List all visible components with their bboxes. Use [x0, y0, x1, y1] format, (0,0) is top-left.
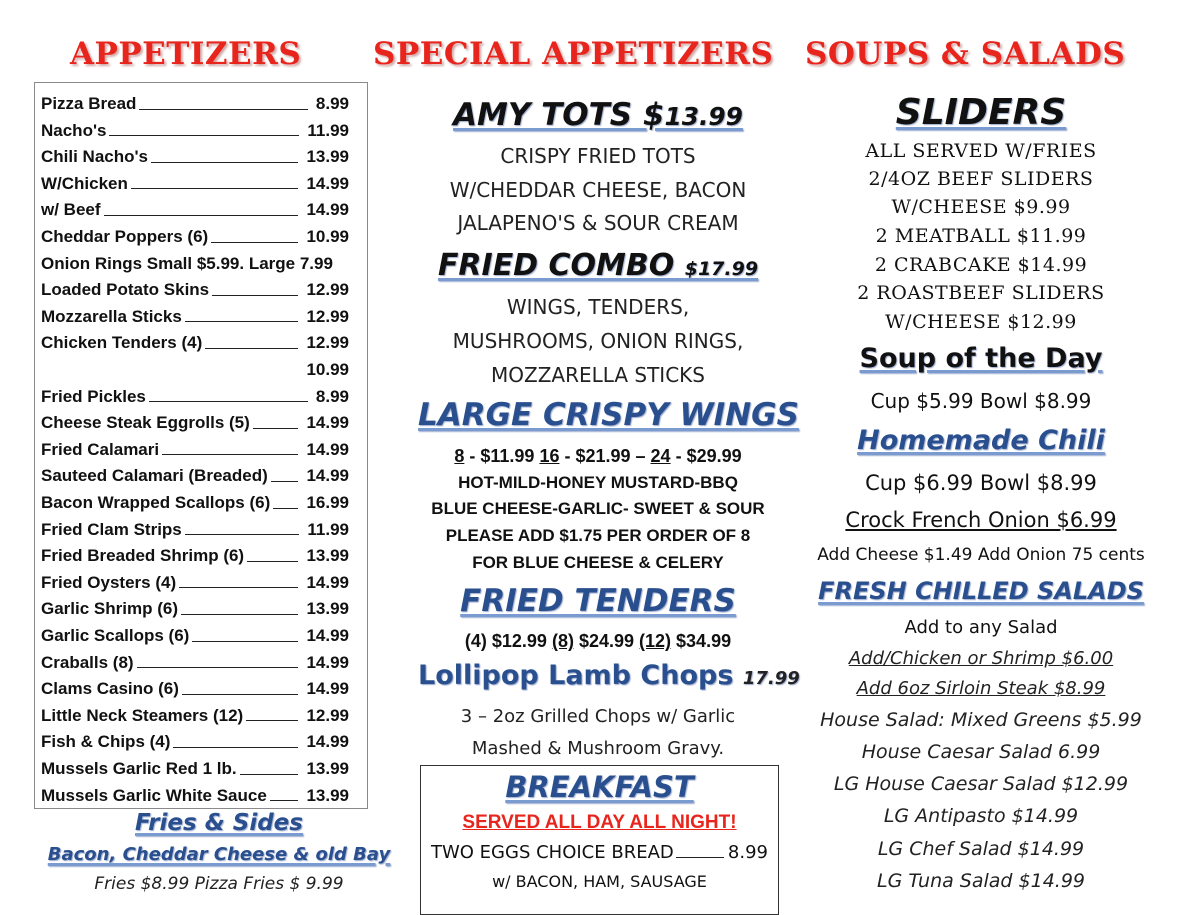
appetizer-row — [41, 570, 349, 596]
chili-prices: Cup $6.99 Bowl $8.99 — [865, 471, 1097, 495]
appetizer-row — [41, 118, 349, 144]
appetizer-row — [41, 410, 349, 436]
appetizer-name: Chili Nacho's — [41, 147, 149, 167]
appetizer-price: 16.99 — [306, 493, 349, 512]
appetizer-row — [41, 650, 349, 676]
leader-line — [212, 295, 298, 296]
leader-line — [182, 694, 299, 695]
appetizer-price: 14.99 — [306, 413, 349, 433]
soup-of-day-title: Soup of the Day — [859, 343, 1103, 374]
appetizer-row — [41, 330, 349, 356]
appetizer-row — [41, 384, 349, 410]
salad-item: House Salad: Mixed Greens $5.99 — [820, 709, 1142, 731]
appetizer-row — [41, 490, 349, 516]
fries-sides-subtitle: Bacon, Cheddar Cheese & old Bay — [47, 844, 391, 865]
sliders-line-7: W/CHEESE $12.99 — [885, 311, 1077, 333]
leader-line — [270, 800, 299, 801]
fried-combo-title: FRIED COMBO $17.99 — [437, 248, 759, 283]
leader-line — [181, 614, 298, 615]
appetizer-name: Mussels Garlic Red 1 lb. — [41, 759, 237, 778]
appetizer-price: 14.99 — [306, 652, 349, 672]
leader-line — [192, 641, 298, 642]
add-any-salad: Add to any Salad — [904, 617, 1058, 638]
tenders-title: FRIED TENDERS — [460, 583, 736, 619]
breakfast-box — [420, 765, 779, 915]
appetizer-name: Fried Clam Strips — [41, 519, 182, 539]
amy-tots-title: AMY TOTS $13.99 — [453, 97, 743, 133]
appetizer-name: Cheese Steak Eggrolls (5) — [41, 413, 250, 433]
appetizer-name: Chicken Tenders (4) — [41, 333, 203, 353]
appetizer-name: Fried Oysters (4) — [41, 572, 177, 592]
leader-line — [246, 720, 298, 721]
soups-salads-header: SOUPS & SALADS — [805, 36, 1126, 72]
appetizer-price: 13.99 — [306, 147, 349, 167]
appetizer-row — [41, 304, 349, 330]
appetizer-row — [41, 703, 349, 729]
appetizer-name: Mussels Garlic White Sauce — [41, 785, 267, 805]
combo-line-2: MUSHROOMS, ONION RINGS, — [452, 329, 744, 353]
salads-title: FRESH CHILLED SALADS — [818, 577, 1144, 605]
appetizer-price: 14.99 — [306, 732, 349, 752]
leader-line — [151, 162, 298, 163]
leader-line — [173, 747, 298, 748]
add-cheese-onion: Add Cheese $1.49 Add Onion 75 cents — [817, 545, 1145, 565]
amy-tots-line-2: W/CHEDDAR CHEESE, BACON — [449, 178, 747, 202]
appetizer-price: 11.99 — [307, 120, 349, 140]
sliders-line-3: W/CHEESE $9.99 — [891, 196, 1071, 218]
breakfast-item-2: w/ BACON, HAM, SAUSAGE — [492, 872, 707, 891]
appetizer-price: 12.99 — [306, 333, 349, 353]
appetizer-name: Garlic Scallops (6) — [41, 626, 190, 645]
appetizer-price: 13.99 — [306, 785, 349, 805]
wings-line-4: FOR BLUE CHEESE & CELERY — [472, 553, 724, 572]
appetizer-price: 12.99 — [306, 306, 349, 326]
leader-line — [253, 428, 299, 429]
appetizers-list — [34, 82, 368, 809]
appetizer-name: Fish & Chips (4) — [41, 732, 171, 752]
appetizer-name: Cheddar Poppers (6) — [41, 227, 209, 246]
appetizer-price: 12.99 — [306, 705, 349, 725]
appetizer-price: 11.99 — [307, 519, 349, 539]
leader-line — [185, 534, 300, 535]
appetizer-price: 14.99 — [306, 466, 349, 486]
sliders-line-5: 2 CRABCAKE $14.99 — [874, 254, 1088, 276]
fries-price-line: Fries $8.99 Pizza Fries $ 9.99 — [94, 874, 344, 894]
appetizer-name: Craballs (8) — [41, 652, 134, 672]
wings-line-2: BLUE CHEESE-GARLIC- SWEET & SOUR — [431, 499, 765, 518]
appetizer-name: Loaded Potato Skins — [41, 280, 210, 300]
appetizer-name: Fried Pickles — [41, 386, 146, 406]
leader-line — [149, 401, 308, 402]
appetizer-price: 14.99 — [306, 626, 349, 645]
appetizer-price: 8.99 — [315, 386, 349, 406]
add-chicken-shrimp: Add/Chicken or Shrimp $6.00 — [848, 648, 1114, 669]
appetizer-row — [41, 596, 349, 622]
salad-item: LG Tuna Salad $14.99 — [876, 870, 1086, 892]
appetizer-row — [41, 783, 349, 809]
combo-line-3: MOZZARELLA STICKS — [491, 363, 705, 387]
appetizer-price: 14.99 — [306, 679, 349, 699]
appetizer-name: Fried Breaded Shrimp (6) — [41, 546, 245, 566]
leader-line — [271, 481, 299, 482]
appetizer-name: Garlic Shrimp (6) — [41, 599, 178, 619]
sliders-line-6: 2 ROASTBEEF SLIDERS — [857, 282, 1105, 304]
appetizer-price: 13.99 — [306, 599, 349, 619]
leader-line — [137, 667, 299, 668]
sliders-title: SLIDERS — [895, 92, 1067, 133]
fries-sides-title: Fries & Sides — [135, 810, 303, 836]
appetizer-price: 13.99 — [306, 759, 349, 778]
soups-salads-column — [800, 0, 1162, 900]
leader-line — [205, 348, 298, 349]
appetizer-price: 8.99 — [315, 94, 349, 113]
breakfast-item-1: TWO EGGS CHOICE BREAD 8.99 — [431, 842, 768, 863]
wings-line-1: HOT-MILD-HONEY MUSTARD-BBQ — [458, 473, 738, 492]
appetizer-price: 14.99 — [306, 439, 349, 459]
chili-title: Homemade Chili — [857, 425, 1105, 456]
appetizer-price: 14.99 — [306, 200, 349, 220]
salad-item: LG Chef Salad $14.99 — [877, 838, 1085, 860]
leader-line — [162, 454, 298, 455]
lamb-chops-title: Lollipop Lamb Chops 17.99 — [418, 660, 800, 691]
soup-prices: Cup $5.99 Bowl $8.99 — [870, 389, 1092, 413]
leader-line — [185, 321, 299, 322]
appetizer-name: Nacho's — [41, 120, 107, 140]
leader-line — [247, 561, 298, 562]
appetizer-name: Little Neck Steamers (12) — [41, 705, 244, 725]
tenders-prices: (4) $12.99 (8) $24.99 (12) $34.99 — [464, 631, 732, 651]
wings-line-3: PLEASE ADD $1.75 PER ORDER OF 8 — [445, 526, 751, 545]
appetizers-header: APPETIZERS — [70, 36, 302, 72]
breakfast-title: BREAKFAST — [505, 770, 694, 804]
appetizer-row — [41, 543, 349, 569]
appetizer-name: Mozzarella Sticks — [41, 306, 182, 326]
leader-line — [211, 242, 298, 243]
leader-line — [131, 188, 299, 189]
appetizer-name: Fried Calamari — [41, 439, 160, 459]
appetizer-row — [41, 756, 349, 782]
sliders-line-1: ALL SERVED W/FRIES — [865, 140, 1097, 162]
appetizer-row — [41, 463, 349, 489]
appetizer-price: 13.99 — [306, 546, 349, 566]
appetizer-price: 14.99 — [306, 572, 349, 592]
wings-title: LARGE CRISPY WINGS — [418, 397, 799, 433]
wings-prices: 8 - $11.99 16 - $21.99 – 24 - $29.99 — [454, 446, 742, 466]
sliders-line-4: 2 MEATBALL $11.99 — [875, 225, 1087, 247]
leader-line — [109, 135, 299, 136]
appetizer-row — [41, 729, 349, 755]
appetizer-name: Clams Casino (6) — [41, 679, 179, 699]
leader-line — [240, 774, 299, 775]
appetizer-row — [41, 623, 349, 649]
salad-item: LG House Caesar Salad $12.99 — [833, 773, 1129, 795]
appetizer-row — [41, 357, 349, 383]
appetizer-price: 12.99 — [306, 280, 349, 300]
appetizer-row — [41, 517, 349, 543]
appetizer-name: Sauteed Calamari (Breaded) — [41, 466, 268, 486]
appetizer-name: Onion Rings Small $5.99. Large 7.99 — [41, 253, 333, 273]
special-appetizers-header: SPECIAL APPETIZERS — [373, 36, 774, 72]
appetizer-row — [41, 251, 349, 277]
crock-french-onion: Crock French Onion $6.99 — [845, 508, 1117, 532]
lamb-line-2: Mashed & Mushroom Gravy. — [471, 738, 725, 759]
appetizer-row — [41, 277, 349, 303]
lamb-line-1: 3 – 2oz Grilled Chops w/ Garlic — [460, 706, 736, 727]
appetizer-row — [41, 171, 349, 197]
appetizer-price: 10.99 — [306, 227, 349, 246]
appetizer-row — [41, 197, 349, 223]
leader-line — [179, 587, 298, 588]
appetizer-row — [41, 144, 349, 170]
amy-tots-line-3: JALAPENO'S & SOUR CREAM — [457, 211, 739, 235]
salad-item: LG Antipasto $14.99 — [883, 805, 1079, 827]
appetizer-row — [41, 437, 349, 463]
sliders-line-2: 2/4OZ BEEF SLIDERS — [868, 168, 1094, 190]
appetizer-row — [41, 224, 349, 250]
amy-tots-line-1: CRISPY FRIED TOTS — [500, 144, 696, 168]
appetizer-name: Pizza Bread — [41, 94, 137, 113]
salad-item: House Caesar Salad 6.99 — [861, 741, 1101, 763]
appetizer-price: 10.99 — [306, 360, 349, 379]
appetizer-row — [41, 91, 349, 117]
add-sirloin-steak: Add 6oz Sirloin Steak $8.99 — [856, 678, 1106, 699]
appetizer-name: w/ Beef — [41, 200, 101, 220]
leader-line — [104, 215, 299, 216]
leader-line — [139, 109, 307, 110]
appetizer-name: W/Chicken — [41, 173, 128, 193]
appetizer-price: 14.99 — [306, 173, 349, 193]
leader-line — [273, 508, 298, 509]
appetizer-name: Bacon Wrapped Scallops (6) — [41, 493, 271, 512]
breakfast-served: SERVED ALL DAY ALL NIGHT! — [462, 812, 737, 833]
combo-line-1: WINGS, TENDERS, — [506, 295, 690, 319]
appetizer-row — [41, 676, 349, 702]
